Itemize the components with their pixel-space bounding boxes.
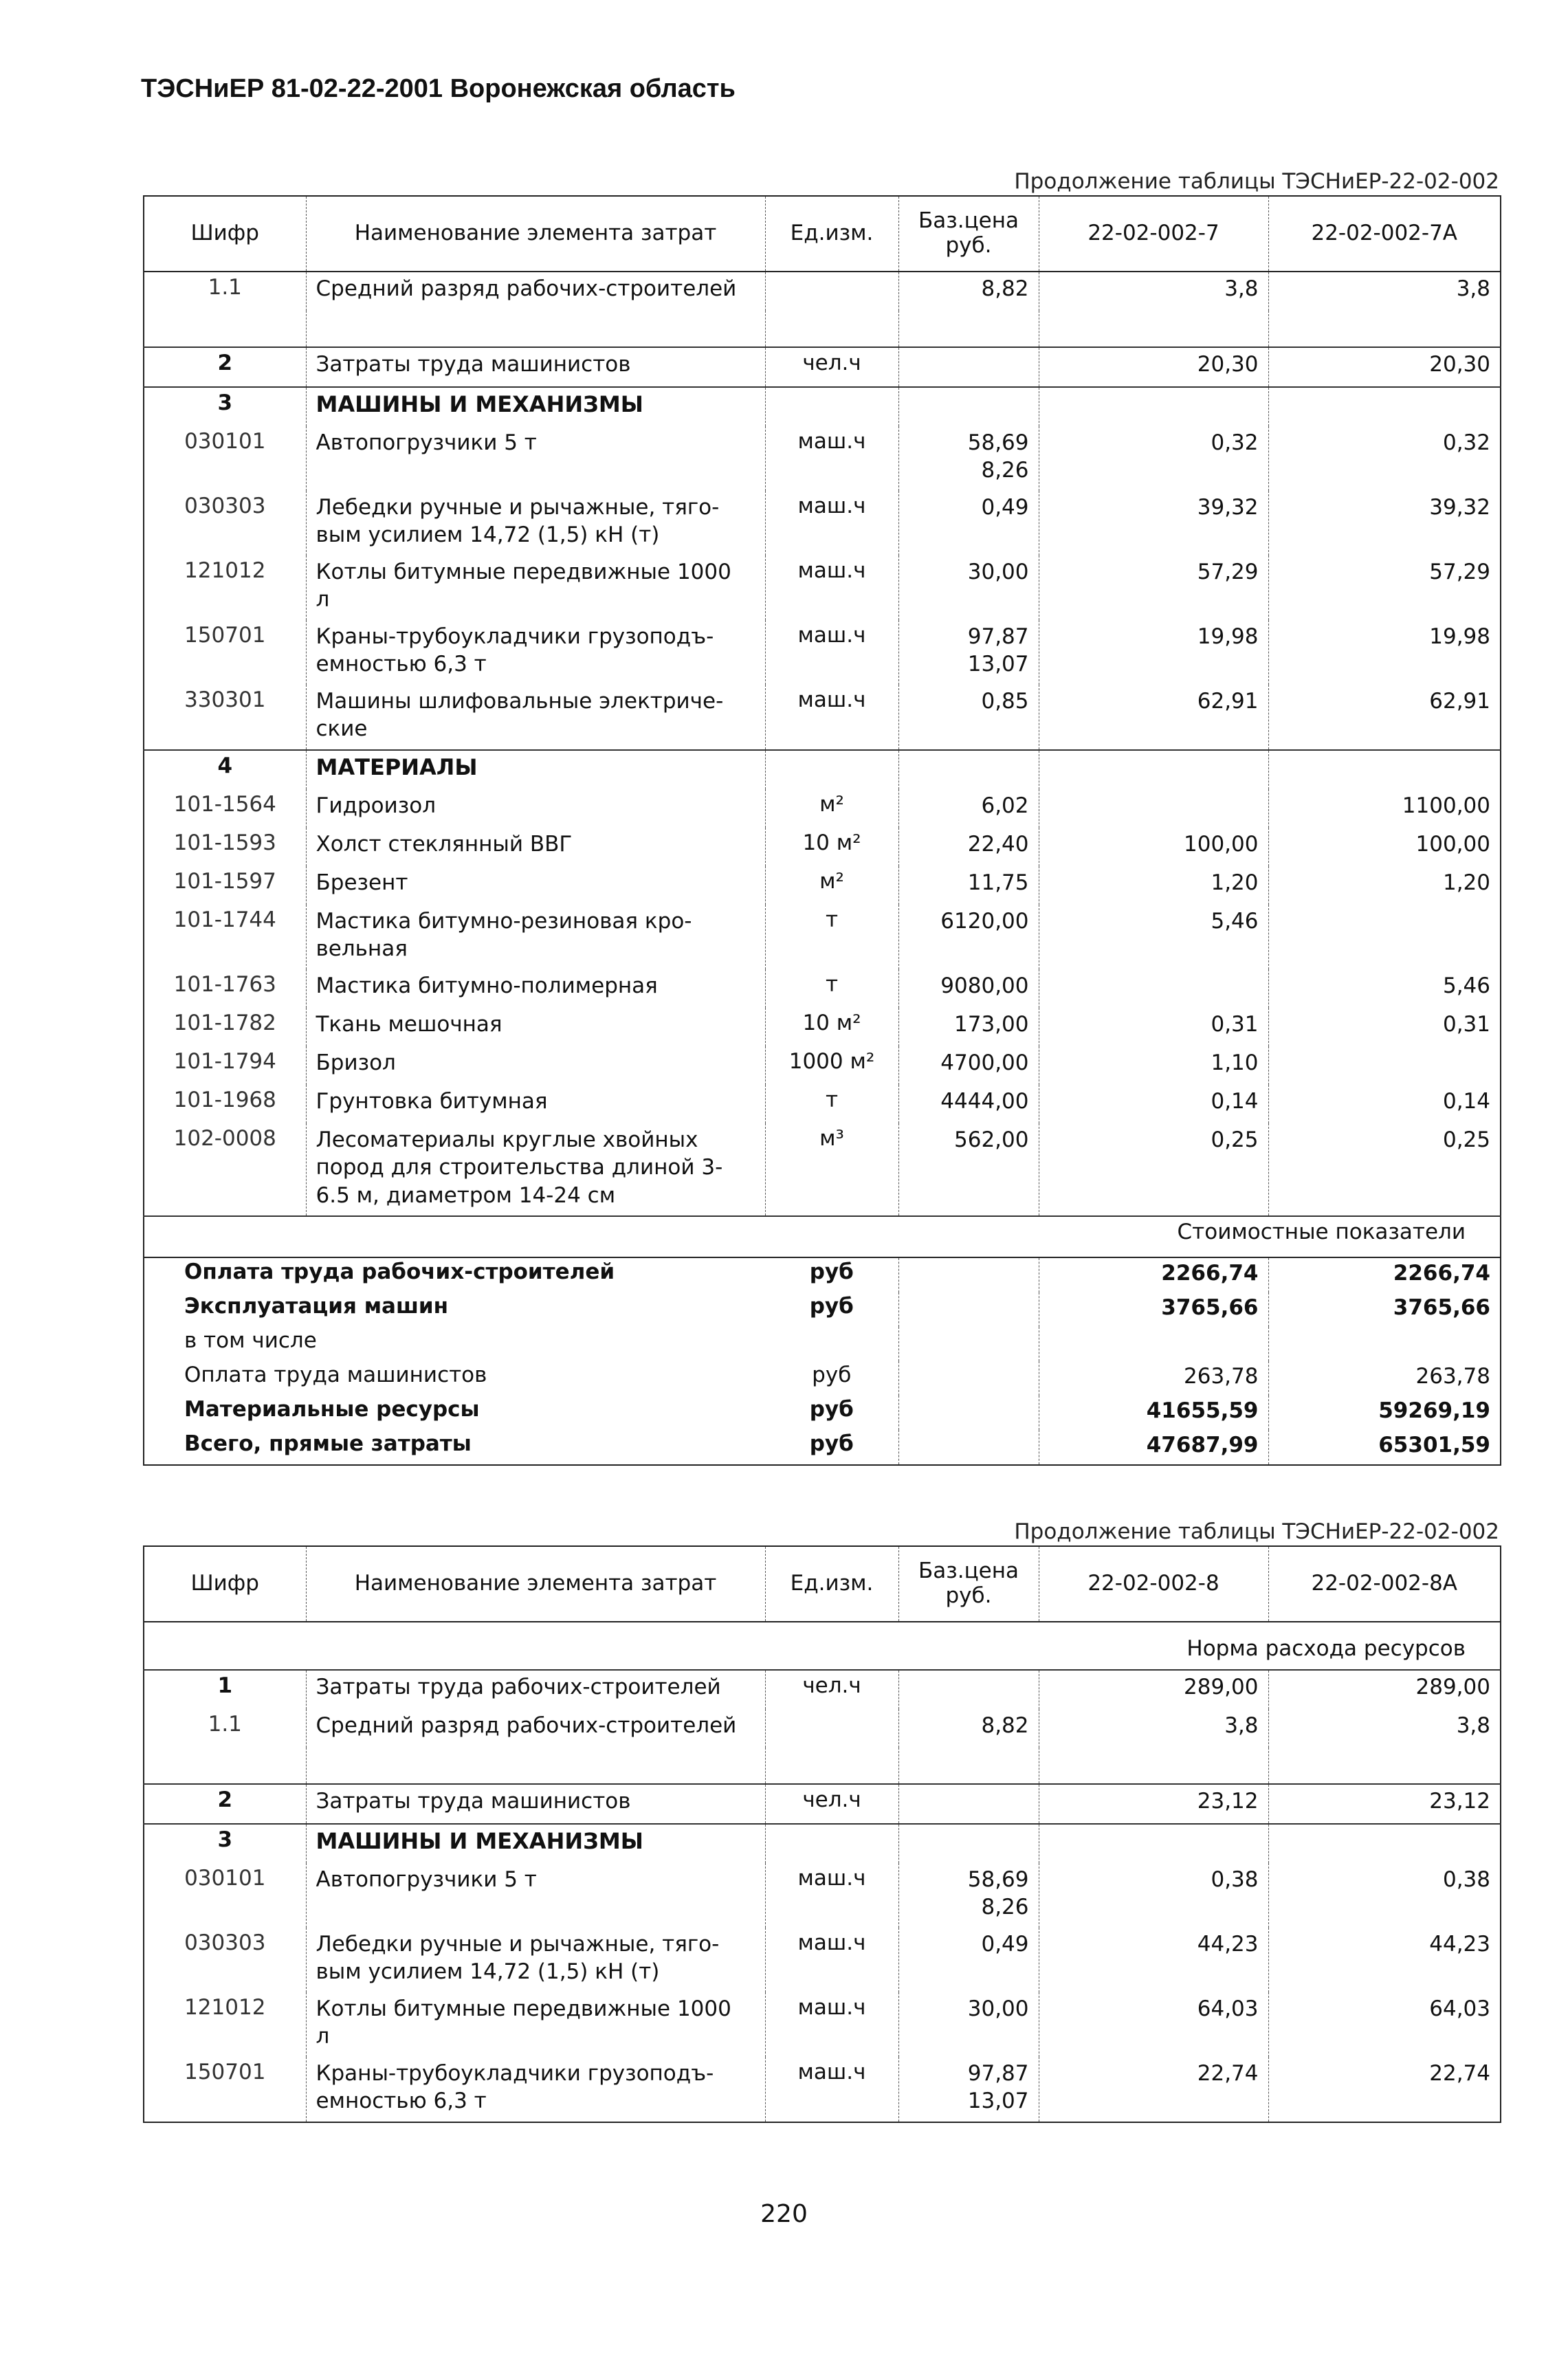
cell: 100,00 xyxy=(1039,828,1268,866)
cell: 4700,00 xyxy=(898,1046,1039,1085)
cell: 20,30 xyxy=(1268,347,1501,387)
cell: 23,12 xyxy=(1039,1784,1268,1824)
cell: маш.ч xyxy=(765,1928,898,1992)
cell: 1000 м² xyxy=(765,1046,898,1085)
cell: Ткань мешочная xyxy=(306,1008,765,1046)
caption-row xyxy=(144,1622,1501,1670)
cell: 2266,74 xyxy=(1268,1257,1501,1292)
cell: 58,69 8,26 xyxy=(898,426,1039,491)
cell: в том числе xyxy=(184,1328,317,1353)
table-row xyxy=(144,685,1501,750)
table2 xyxy=(143,1545,1501,2123)
cell: 030303 xyxy=(184,1930,266,1955)
cell: Грунтовка битумная xyxy=(306,1085,765,1123)
table-row xyxy=(144,1709,1501,1748)
cell: 2 xyxy=(144,347,306,387)
cell: 263,78 xyxy=(1039,1361,1268,1396)
cell: 19,98 xyxy=(1268,620,1501,685)
cell: Лесоматериалы круглые хвойных пород для строительства длиной 3- 6.5 м, диаметром 14-24 см xyxy=(306,1123,765,1216)
cell: 4444,00 xyxy=(898,1085,1039,1123)
table1 xyxy=(143,195,1501,1466)
cell: Затраты труда машинистов xyxy=(306,347,765,387)
cell: 1.1 xyxy=(208,275,242,300)
table-row xyxy=(144,1784,1501,1824)
col-unit: Ед.изм. xyxy=(765,196,898,272)
cell: 5,46 xyxy=(1268,969,1501,1008)
cell: чел.ч xyxy=(765,1784,898,1824)
cell: 5,46 xyxy=(1039,905,1268,969)
cell: м² xyxy=(765,789,898,828)
cell: 030101 xyxy=(184,1866,266,1891)
cell: 47687,99 xyxy=(1039,1430,1268,1465)
table-row xyxy=(144,1123,1501,1216)
cell: 0,38 xyxy=(1039,1863,1268,1928)
spacer-row xyxy=(144,311,1501,347)
cell: 6120,00 xyxy=(898,905,1039,969)
cell: Затраты труда машинистов xyxy=(306,1784,765,1824)
cell: 0,49 xyxy=(898,491,1039,555)
cell: 3,8 xyxy=(1268,1709,1501,1748)
section-row xyxy=(144,750,1501,789)
cell: 3 xyxy=(144,387,306,426)
cell: 030303 xyxy=(184,494,266,518)
cell: Оплата труда рабочих-строителей xyxy=(184,1259,615,1284)
cell: Автопогрузчики 5 т xyxy=(306,1863,765,1928)
cell: Мастика битумно-резиновая кро- вельная xyxy=(306,905,765,969)
cell: 3,8 xyxy=(1039,272,1268,311)
cell xyxy=(1268,1046,1501,1085)
cell: маш.ч xyxy=(765,2057,898,2122)
section-row xyxy=(144,1824,1501,1863)
cell: маш.ч xyxy=(765,1992,898,2057)
cell: 1,20 xyxy=(1268,866,1501,905)
cell: 97,87 13,07 xyxy=(898,2057,1039,2122)
cell: 121012 xyxy=(184,558,266,583)
page-number: 220 xyxy=(760,2200,808,2228)
cell: 22,74 xyxy=(1039,2057,1268,2122)
cell: маш.ч xyxy=(765,426,898,491)
cell xyxy=(1039,969,1268,1008)
cell: 22,40 xyxy=(898,828,1039,866)
cell: 0,32 xyxy=(1268,426,1501,491)
table1-header xyxy=(144,196,1501,272)
cell: маш.ч xyxy=(765,555,898,620)
cell: 173,00 xyxy=(898,1008,1039,1046)
cell: Всего, прямые затраты xyxy=(184,1431,472,1456)
cell: чел.ч xyxy=(765,1670,898,1709)
cell: 0,25 xyxy=(1268,1123,1501,1216)
cell xyxy=(765,272,898,311)
col-code: Шифр xyxy=(144,196,306,272)
cell: м³ xyxy=(765,1123,898,1216)
cell: 6,02 xyxy=(898,789,1039,828)
col-name: Наименование элемента затрат xyxy=(306,1546,765,1622)
cell: 11,75 xyxy=(898,866,1039,905)
cell: 10 м² xyxy=(765,1008,898,1046)
cell xyxy=(765,1709,898,1748)
cost-row xyxy=(144,1327,1501,1361)
cell: 3765,66 xyxy=(1268,1292,1501,1327)
cell: 2 xyxy=(144,1784,306,1824)
section-title: МАШИНЫ И МЕХАНИЗМЫ xyxy=(306,387,765,426)
caption-row xyxy=(144,1216,1501,1257)
cell: 1 xyxy=(144,1670,306,1709)
table-row xyxy=(144,555,1501,620)
cell: 150701 xyxy=(184,2060,266,2084)
cell: Краны-трубоукладчики грузоподъ- емностью 6,3 т xyxy=(306,2057,765,2122)
cell: 8,82 xyxy=(898,1709,1039,1748)
cell: 3,8 xyxy=(1039,1709,1268,1748)
cell: 330301 xyxy=(184,687,266,712)
cell: 0,38 xyxy=(1268,1863,1501,1928)
cell: Котлы битумные передвижные 1000 л xyxy=(306,1992,765,2057)
cell: 1.1 xyxy=(208,1712,242,1737)
document-title: ТЭСНиЕР 81-02-22-2001 Воронежская область xyxy=(141,74,736,103)
table-row xyxy=(144,1670,1501,1709)
cell: 101-1968 xyxy=(173,1088,276,1112)
col-price: Баз.цена руб. xyxy=(898,196,1039,272)
cell: руб xyxy=(809,1294,854,1319)
cell: т xyxy=(765,1085,898,1123)
cell: Эксплуатация машин xyxy=(184,1294,449,1319)
cell: руб xyxy=(809,1397,854,1422)
cell: 562,00 xyxy=(898,1123,1039,1216)
cell: Бризол xyxy=(306,1046,765,1085)
cell: 101-1593 xyxy=(173,830,276,855)
cell: 30,00 xyxy=(898,1992,1039,2057)
cell: 150701 xyxy=(184,623,266,648)
cell: 19,98 xyxy=(1039,620,1268,685)
norm-caption: Норма расхода ресурсов xyxy=(1186,1636,1466,1661)
cell: Лебедки ручные и рычажные, тяго- вым усилием 14,72 (1,5) кН (т) xyxy=(306,491,765,555)
cell: 64,03 xyxy=(1268,1992,1501,2057)
cell: маш.ч xyxy=(765,620,898,685)
cell: руб xyxy=(809,1259,854,1284)
table-row xyxy=(144,828,1501,866)
cell: 0,32 xyxy=(1039,426,1268,491)
cell: Краны-трубоукладчики грузоподъ- емностью 6,3 т xyxy=(306,620,765,685)
table2-continuation: Продолжение таблицы ТЭСНиЕР-22-02-002 xyxy=(1014,1519,1499,1544)
section-title: МАШИНЫ И МЕХАНИЗМЫ xyxy=(306,1824,765,1863)
cell: 0,31 xyxy=(1268,1008,1501,1046)
cell: Машины шлифовальные электриче- ские xyxy=(306,685,765,750)
cell xyxy=(1039,789,1268,828)
col-price: Баз.цена руб. xyxy=(898,1546,1039,1622)
cell: 97,87 13,07 xyxy=(898,620,1039,685)
cell: чел.ч xyxy=(765,347,898,387)
cell: Гидроизол xyxy=(306,789,765,828)
table2-header xyxy=(144,1546,1501,1622)
cell: Лебедки ручные и рычажные, тяго- вым усилием 14,72 (1,5) кН (т) xyxy=(306,1928,765,1992)
cell: т xyxy=(765,905,898,969)
cell: 0,31 xyxy=(1039,1008,1268,1046)
cell xyxy=(898,1670,1039,1709)
cell: 62,91 xyxy=(1039,685,1268,750)
cell: 100,00 xyxy=(1268,828,1501,866)
cell: Средний разряд рабочих-строителей xyxy=(306,272,765,311)
cell: 101-1763 xyxy=(173,972,276,997)
cell: 64,03 xyxy=(1039,1992,1268,2057)
col-8a: 22-02-002-8А xyxy=(1268,1546,1501,1622)
cell: 1,10 xyxy=(1039,1046,1268,1085)
cell: 289,00 xyxy=(1268,1670,1501,1709)
cell: 3,8 xyxy=(1268,272,1501,311)
cost-row xyxy=(144,1257,1501,1292)
table-row xyxy=(144,1046,1501,1085)
cell: 1,20 xyxy=(1039,866,1268,905)
cell: 58,69 8,26 xyxy=(898,1863,1039,1928)
cell: маш.ч xyxy=(765,491,898,555)
table-row xyxy=(144,272,1501,311)
cell: 0,14 xyxy=(1039,1085,1268,1123)
cell xyxy=(898,347,1039,387)
cell: 57,29 xyxy=(1039,555,1268,620)
table1-continuation: Продолжение таблицы ТЭСНиЕР-22-02-002 xyxy=(1014,169,1499,194)
cell: 57,29 xyxy=(1268,555,1501,620)
cell: 0,25 xyxy=(1039,1123,1268,1216)
col-name: Наименование элемента затрат xyxy=(306,196,765,272)
cell xyxy=(1268,905,1501,969)
cell: Мастика битумно-полимерная xyxy=(306,969,765,1008)
table-row xyxy=(144,620,1501,685)
table-row xyxy=(144,347,1501,387)
cell: 101-1744 xyxy=(173,907,276,932)
table-row xyxy=(144,426,1501,491)
cell: т xyxy=(765,969,898,1008)
cell: 65301,59 xyxy=(1268,1430,1501,1465)
cell: 30,00 xyxy=(898,555,1039,620)
table-row xyxy=(144,1992,1501,2057)
cell: 101-1564 xyxy=(173,792,276,817)
cell: 0,49 xyxy=(898,1928,1039,1992)
cell: 4 xyxy=(144,750,306,789)
cost-row xyxy=(144,1361,1501,1396)
cell: маш.ч xyxy=(765,1863,898,1928)
table-row xyxy=(144,866,1501,905)
table-row xyxy=(144,789,1501,828)
table-row xyxy=(144,2057,1501,2122)
cell: Материальные ресурсы xyxy=(184,1397,480,1422)
cell: 0,85 xyxy=(898,685,1039,750)
cell: 263,78 xyxy=(1268,1361,1501,1396)
cell: 1100,00 xyxy=(1268,789,1501,828)
cell: 101-1597 xyxy=(173,869,276,894)
table-row xyxy=(144,969,1501,1008)
cell: 121012 xyxy=(184,1995,266,2020)
col-code: Шифр xyxy=(144,1546,306,1622)
cell xyxy=(898,1784,1039,1824)
section-title: МАТЕРИАЛЫ xyxy=(306,750,765,789)
cost-row xyxy=(144,1396,1501,1430)
table-row xyxy=(144,1928,1501,1992)
col-unit: Ед.изм. xyxy=(765,1546,898,1622)
cell: 20,30 xyxy=(1039,347,1268,387)
cell: Средний разряд рабочих-строителей xyxy=(306,1709,765,1748)
col-8: 22-02-002-8 xyxy=(1039,1546,1268,1622)
cell: руб xyxy=(812,1363,852,1387)
cell: 030101 xyxy=(184,429,266,454)
table-row xyxy=(144,1008,1501,1046)
cell: 39,32 xyxy=(1268,491,1501,555)
cell: 3765,66 xyxy=(1039,1292,1268,1327)
cell: 39,32 xyxy=(1039,491,1268,555)
col-7: 22-02-002-7 xyxy=(1039,196,1268,272)
cell: 9080,00 xyxy=(898,969,1039,1008)
cell: 3 xyxy=(144,1824,306,1863)
col-7a: 22-02-002-7А xyxy=(1268,196,1501,272)
cell: Брезент xyxy=(306,866,765,905)
cell: 101-1794 xyxy=(173,1049,276,1074)
cell: 0,14 xyxy=(1268,1085,1501,1123)
cost-caption: Стоимостные показатели xyxy=(144,1216,1501,1257)
cell: 22,74 xyxy=(1268,2057,1501,2122)
cell: 8,82 xyxy=(898,272,1039,311)
cell: 23,12 xyxy=(1268,1784,1501,1824)
spacer-row xyxy=(144,1748,1501,1784)
cell: 44,23 xyxy=(1039,1928,1268,1992)
cell: м² xyxy=(765,866,898,905)
cost-row xyxy=(144,1292,1501,1327)
cell: 41655,59 xyxy=(1039,1396,1268,1430)
cell: 62,91 xyxy=(1268,685,1501,750)
section-row xyxy=(144,387,1501,426)
cell: Оплата труда машинистов xyxy=(184,1363,487,1387)
cell: 289,00 xyxy=(1039,1670,1268,1709)
cell: 59269,19 xyxy=(1268,1396,1501,1430)
cell: 10 м² xyxy=(765,828,898,866)
cell: 102-0008 xyxy=(173,1126,276,1151)
cell: 44,23 xyxy=(1268,1928,1501,1992)
cell: Котлы битумные передвижные 1000 л xyxy=(306,555,765,620)
cost-row xyxy=(144,1430,1501,1465)
cell: 2266,74 xyxy=(1039,1257,1268,1292)
cell: Автопогрузчики 5 т xyxy=(306,426,765,491)
cell: Затраты труда рабочих-строителей xyxy=(306,1670,765,1709)
table-row xyxy=(144,905,1501,969)
table-row xyxy=(144,491,1501,555)
cell: 101-1782 xyxy=(173,1011,276,1035)
table-row xyxy=(144,1085,1501,1123)
cell: руб xyxy=(809,1431,854,1456)
cell: Холст стеклянный ВВГ xyxy=(306,828,765,866)
cell: маш.ч xyxy=(765,685,898,750)
table-row xyxy=(144,1863,1501,1928)
